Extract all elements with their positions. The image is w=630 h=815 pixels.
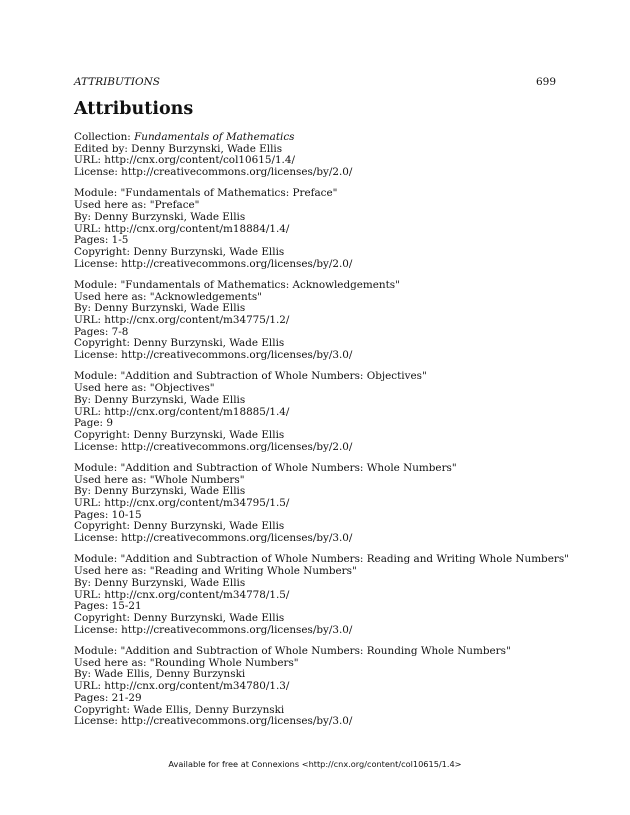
collection-license: License: http://creativecommons.org/licenses/by/2.0/ <box>74 166 353 179</box>
module-used-as: Used here as: "Acknowledgements" <box>74 290 262 303</box>
module-pages: Pages: 21-29 <box>74 691 142 704</box>
module-used-as: Used here as: "Objectives" <box>74 382 215 395</box>
module-license: License: http://creativecommons.org/licenses/by/3.0/ <box>74 715 353 728</box>
module-title: Module: "Fundamentals of Mathematics: Preface" <box>74 187 338 200</box>
module-authors: By: Denny Burzynski, Wade Ellis <box>74 576 246 589</box>
module-pages: Pages: 10-15 <box>74 508 142 521</box>
module-entry <box>74 646 556 728</box>
module-url: URL: http://cnx.org/content/m34775/1.2/ <box>74 314 290 327</box>
module-copyright: Copyright: Wade Ellis, Denny Burzynski <box>74 703 285 716</box>
page-title: Attributions <box>74 99 194 119</box>
module-license: License: http://creativecommons.org/licenses/by/3.0/ <box>74 623 353 636</box>
module-title: Module: "Addition and Subtraction of Whole Numbers: Rounding Whole Numbers" <box>74 644 511 657</box>
collection-label: Collection: <box>74 131 135 143</box>
collection-line <box>74 132 556 144</box>
module-used-as: Used here as: "Preface" <box>74 199 200 212</box>
module-title: Module: "Fundamentals of Mathematics: Acknowledgements" <box>74 278 400 291</box>
module-used-as: Used here as: "Reading and Writing Whole Numbers" <box>74 565 357 578</box>
module-entry <box>74 188 556 270</box>
module-used-as: Used here as: "Whole Numbers" <box>74 473 245 486</box>
module-license: License: http://creativecommons.org/licenses/by/2.0/ <box>74 257 353 270</box>
module-url: URL: http://cnx.org/content/m18884/1.4/ <box>74 222 290 235</box>
module-entry <box>74 280 556 362</box>
module-authors: By: Wade Ellis, Denny Burzynski <box>74 668 246 681</box>
module-pages: Page: 9 <box>74 417 113 430</box>
module-title: Module: "Addition and Subtraction of Whole Numbers: Objectives" <box>74 370 427 383</box>
collection-entry <box>74 132 556 179</box>
page-number: 699 <box>535 76 556 88</box>
module-pages: Pages: 7-8 <box>74 325 129 338</box>
module-copyright: Copyright: Denny Burzynski, Wade Ellis <box>74 611 285 624</box>
module-authors: By: Denny Burzynski, Wade Ellis <box>74 485 246 498</box>
module-entry <box>74 463 556 545</box>
module-title: Module: "Addition and Subtraction of Whole Numbers: Reading and Writing Whole Numbers" <box>74 553 569 566</box>
module-entry <box>74 553 569 636</box>
module-copyright: Copyright: Denny Burzynski, Wade Ellis <box>74 428 285 441</box>
running-header-section: ATTRIBUTIONS <box>74 76 160 88</box>
module-used-as: Used here as: "Rounding Whole Numbers" <box>74 656 299 669</box>
module-authors: By: Denny Burzynski, Wade Ellis <box>74 302 246 315</box>
module-license: License: http://creativecommons.org/licenses/by/3.0/ <box>74 532 353 545</box>
collection-edited-by: Edited by: Denny Burzynski, Wade Ellis <box>74 142 283 155</box>
module-license: License: http://creativecommons.org/licenses/by/3.0/ <box>74 349 353 362</box>
collection-url: URL: http://cnx.org/content/col10615/1.4/ <box>74 154 295 167</box>
module-url: URL: http://cnx.org/content/m34795/1.5/ <box>74 497 290 510</box>
module-pages: Pages: 15-21 <box>74 600 142 613</box>
module-authors: By: Denny Burzynski, Wade Ellis <box>74 210 246 223</box>
module-authors: By: Denny Burzynski, Wade Ellis <box>74 393 246 406</box>
module-title: Module: "Addition and Subtraction of Whole Numbers: Whole Numbers" <box>74 461 457 474</box>
module-license: License: http://creativecommons.org/licenses/by/2.0/ <box>74 440 353 453</box>
module-url: URL: http://cnx.org/content/m18885/1.4/ <box>74 405 290 418</box>
module-url: URL: http://cnx.org/content/m34778/1.5/ <box>74 588 290 601</box>
attribution-list <box>74 131 569 738</box>
module-copyright: Copyright: Denny Burzynski, Wade Ellis <box>74 520 285 533</box>
module-copyright: Copyright: Denny Burzynski, Wade Ellis <box>74 245 285 258</box>
module-entry <box>74 371 556 453</box>
module-copyright: Copyright: Denny Burzynski, Wade Ellis <box>74 337 285 350</box>
collection-name: Fundamentals of Mathematics <box>134 131 295 143</box>
module-pages: Pages: 1-5 <box>74 234 129 247</box>
module-url: URL: http://cnx.org/content/m34780/1.3/ <box>74 680 290 693</box>
page-footer: Available for free at Connexions <http://cnx.org/content/col10615/1.4> <box>168 759 462 769</box>
